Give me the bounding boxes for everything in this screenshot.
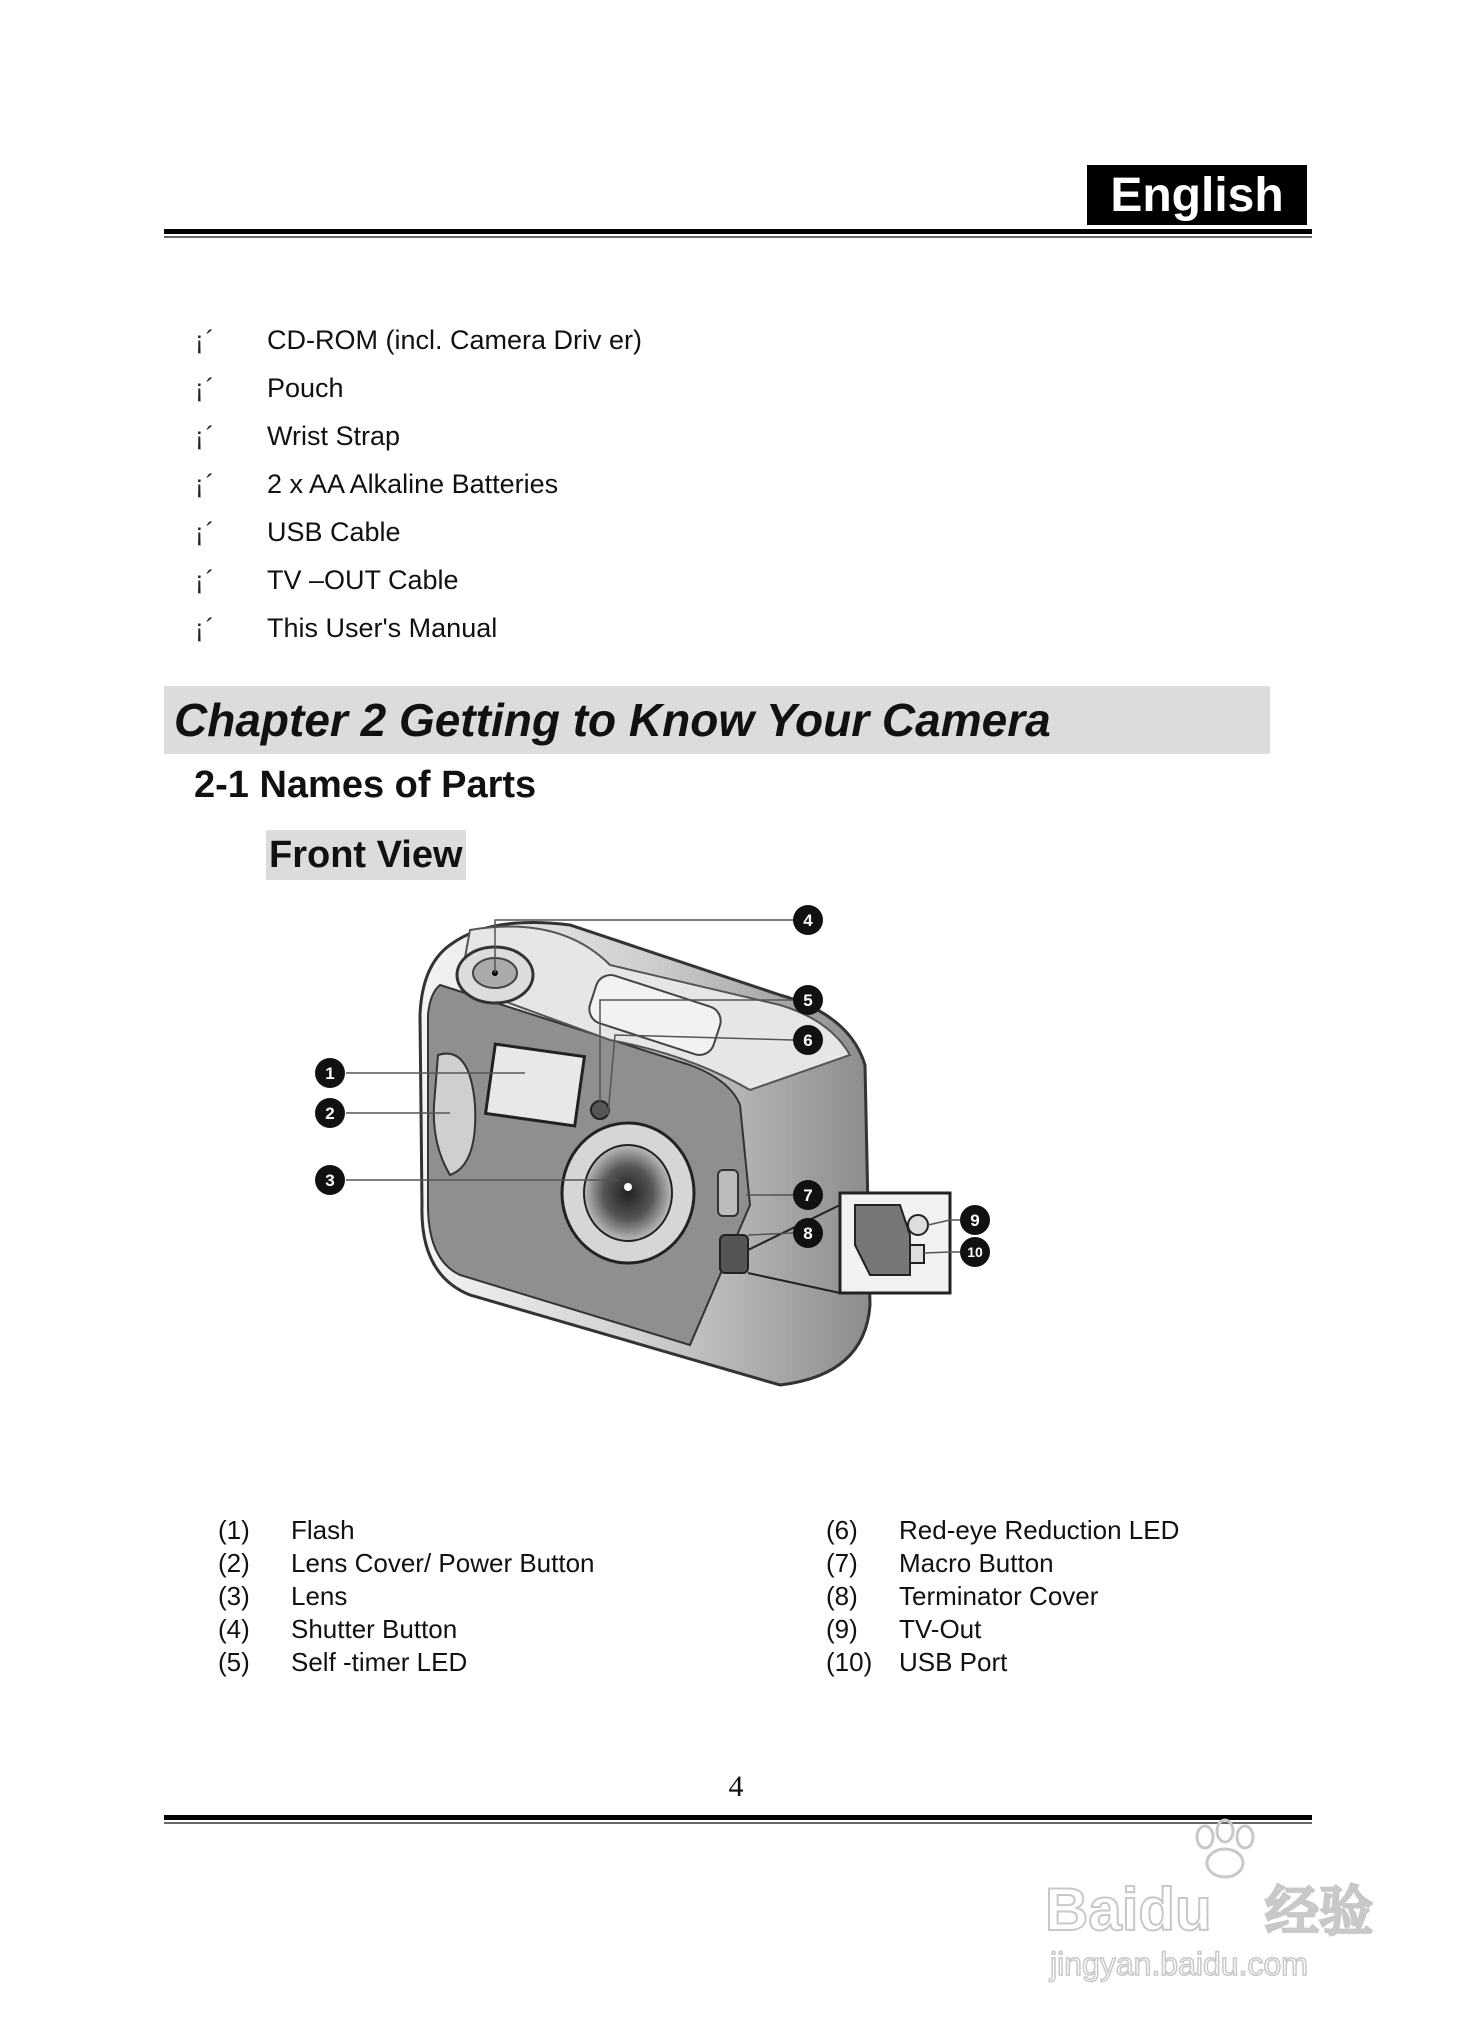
- callout-marker: [960, 1205, 990, 1235]
- callout-number: 3: [325, 1171, 335, 1190]
- accessory-label: 2 x AA Alkaline Batteries: [267, 468, 559, 499]
- list-item: [195, 508, 642, 556]
- callout-number: 10: [967, 1244, 983, 1260]
- callout-number: 6: [803, 1031, 813, 1050]
- header-rule: [164, 229, 1312, 234]
- accessory-label: Wrist Strap: [267, 420, 401, 451]
- accessory-label: USB Cable: [267, 516, 401, 547]
- part-name: USB Port: [899, 1647, 1008, 1677]
- chapter-heading-bar: [164, 686, 1270, 754]
- part-number: (10): [826, 1647, 873, 1677]
- section-title: 2-1 Names of Parts: [194, 764, 537, 806]
- callout-marker: [793, 1218, 823, 1248]
- accessory-label: TV –OUT Cable: [267, 564, 459, 595]
- bullet-glyph: ¡´: [195, 420, 217, 451]
- callout-marker: [793, 985, 823, 1015]
- accessory-label: This User's Manual: [267, 612, 498, 643]
- bullet-glyph: ¡´: [195, 564, 217, 595]
- list-item: [195, 460, 642, 508]
- subsection-title: Front View: [266, 830, 466, 880]
- part-row: [826, 1547, 1386, 1580]
- part-name: Red-eye Reduction LED: [899, 1515, 1180, 1545]
- accessory-label: Pouch: [267, 372, 344, 403]
- part-number: (4): [218, 1614, 250, 1644]
- callout-number: 4: [803, 911, 813, 930]
- callout-marker: [315, 1165, 345, 1195]
- callout-marker: [315, 1098, 345, 1128]
- callout-number: 1: [325, 1064, 335, 1083]
- part-row: [826, 1646, 1386, 1679]
- part-row: [826, 1514, 1386, 1547]
- part-row: [218, 1613, 778, 1646]
- part-name: TV-Out: [899, 1614, 982, 1644]
- part-number: (5): [218, 1647, 250, 1677]
- part-name: Self -timer LED: [291, 1647, 468, 1677]
- part-number: (9): [826, 1614, 858, 1644]
- macro-switch: [718, 1170, 738, 1216]
- part-name: Terminator Cover: [899, 1581, 1099, 1611]
- part-row: [218, 1514, 778, 1547]
- list-item: [195, 556, 642, 604]
- callout-marker: [315, 1058, 345, 1088]
- bullet-glyph: ¡´: [195, 612, 217, 643]
- part-number: (7): [826, 1548, 858, 1578]
- part-number: (2): [218, 1548, 250, 1578]
- paw-logo-icon: [1197, 1820, 1253, 1877]
- camera-front-view-illustration: [310, 905, 1190, 1425]
- callout-number: 9: [970, 1211, 980, 1230]
- callout-number: 5: [803, 991, 813, 1010]
- part-number: (1): [218, 1515, 250, 1545]
- callout-marker: [793, 1180, 823, 1210]
- parts-list-right: [826, 1514, 1386, 1679]
- callout-marker: [793, 1025, 823, 1055]
- part-name: Flash: [291, 1515, 355, 1545]
- callout-number: 8: [803, 1224, 813, 1243]
- list-item: [195, 604, 642, 652]
- callout-number: 7: [803, 1186, 813, 1205]
- camera-lens: [562, 1123, 694, 1263]
- page-number: 4: [728, 1770, 744, 1803]
- part-row: [218, 1646, 778, 1679]
- bullet-glyph: ¡´: [195, 324, 217, 355]
- part-name: Shutter Button: [291, 1614, 458, 1644]
- list-item: [195, 364, 642, 412]
- callout-marker: [793, 905, 823, 935]
- accessory-list: [195, 316, 642, 652]
- watermark-suffix: 经验: [1265, 1880, 1373, 1943]
- bullet-glyph: ¡´: [195, 516, 217, 547]
- bullet-glyph: ¡´: [195, 372, 217, 403]
- part-number: (6): [826, 1515, 858, 1545]
- part-name: Lens: [291, 1581, 348, 1611]
- flash-window: [486, 1044, 585, 1126]
- accessory-label: CD-ROM (incl. Camera Driv er): [267, 324, 643, 355]
- terminal-cover: [720, 1235, 748, 1273]
- chapter-title: Chapter 2 Getting to Know Your Camera: [174, 694, 1051, 746]
- part-row: [218, 1547, 778, 1580]
- list-item: [195, 412, 642, 460]
- part-name: Lens Cover/ Power Button: [291, 1548, 595, 1578]
- part-row: [218, 1580, 778, 1613]
- parts-list-left: [218, 1514, 778, 1679]
- language-badge: English: [1087, 165, 1307, 225]
- watermark-url: jingyan.baidu.com: [1050, 1946, 1308, 1982]
- part-row: [826, 1580, 1386, 1613]
- part-number: (3): [218, 1581, 250, 1611]
- callout-number: 2: [325, 1104, 335, 1123]
- part-row: [826, 1613, 1386, 1646]
- baidu-jingyan-watermark: [1040, 1815, 1400, 1985]
- part-number: (8): [826, 1581, 858, 1611]
- watermark-brand: Baidu: [1045, 1876, 1212, 1943]
- list-item: [195, 316, 642, 364]
- callout-marker: [960, 1237, 990, 1267]
- bullet-glyph: ¡´: [195, 468, 217, 499]
- part-name: Macro Button: [899, 1548, 1054, 1578]
